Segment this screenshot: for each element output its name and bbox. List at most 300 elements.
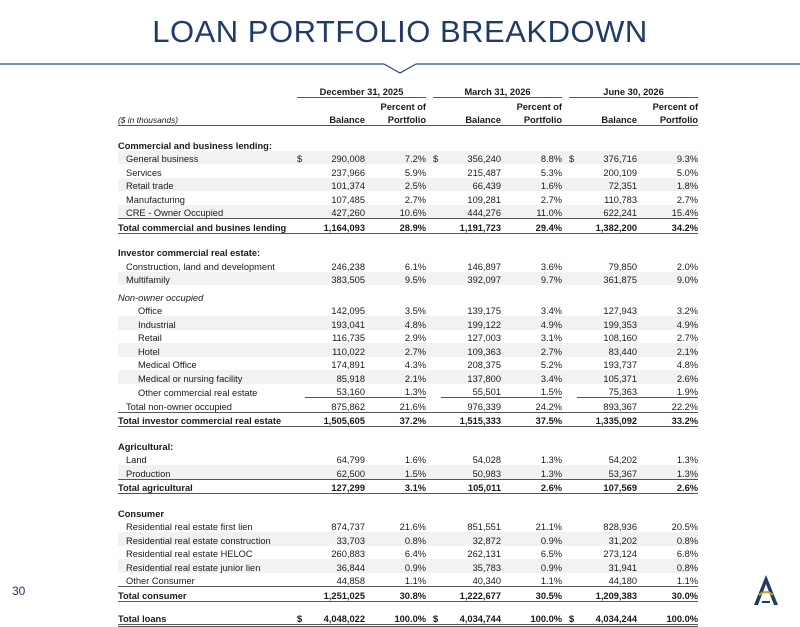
percent-value: 1.3%	[637, 465, 698, 479]
dollar-sign	[433, 412, 441, 427]
table-row	[118, 316, 698, 330]
cell-spacer	[290, 191, 297, 205]
balance-header: Balance	[441, 112, 501, 126]
row-filler	[290, 500, 698, 519]
dollar-sign	[569, 559, 577, 573]
balance-value: 174,891	[331, 360, 365, 370]
dollar-sign	[433, 532, 441, 546]
cell-spacer	[426, 465, 433, 479]
balance-value: 142,095	[331, 306, 365, 316]
percent-value: 1.5%	[501, 384, 562, 398]
percent-value: 37.5%	[501, 412, 562, 427]
table-row	[118, 519, 698, 533]
cell-spacer	[426, 151, 433, 165]
row-filler	[290, 433, 698, 452]
percent-value: 1.5%	[365, 465, 426, 479]
row-label: Office	[138, 306, 163, 316]
row-label: Residential real estate HELOC	[126, 549, 253, 559]
total-row	[118, 479, 698, 494]
row-label: Production	[118, 465, 290, 479]
balance-value: 273,124	[603, 549, 638, 559]
dollar-sign	[569, 452, 577, 466]
dollar-sign	[569, 303, 577, 317]
balance-value: 622,241	[577, 205, 637, 219]
cell-spacer	[290, 178, 297, 192]
dollar-sign	[433, 587, 441, 602]
percent-value: 6.8%	[676, 549, 699, 559]
balance-value: 31,941	[577, 559, 637, 573]
cell-spacer	[426, 479, 433, 494]
cell-spacer	[562, 219, 569, 234]
header-spacer	[441, 98, 501, 112]
table-row	[118, 178, 698, 192]
percent-value: 2.7%	[676, 194, 699, 205]
cell-spacer	[290, 151, 297, 165]
balance-value: 107,485	[331, 194, 365, 205]
balance-value: 116,735	[332, 333, 365, 343]
header-spacer	[433, 98, 441, 112]
cell-spacer	[290, 219, 297, 234]
percent-value: 8.8%	[501, 151, 562, 165]
row-label: Total consumer	[118, 587, 290, 602]
row-label: Construction, land and development	[126, 261, 275, 272]
percent-value: 6.4%	[404, 549, 427, 559]
percent-value: 3.1%	[540, 333, 563, 343]
balance-value: 237,966	[331, 167, 365, 178]
percent-value: 1.6%	[501, 178, 562, 192]
total-row	[118, 219, 698, 234]
dollar-sign	[569, 164, 577, 178]
total-row	[118, 587, 698, 602]
period-header: March 31, 2026	[433, 82, 562, 98]
percent-value: 1.1%	[365, 573, 426, 587]
table-row	[118, 370, 698, 384]
dollar-sign	[297, 532, 305, 546]
balance-value: 215,487	[467, 167, 502, 178]
dollar-sign	[569, 316, 577, 330]
dollar-sign	[297, 164, 305, 178]
percent-value: 1.3%	[365, 384, 426, 398]
percent-header: Percent of	[380, 101, 427, 112]
dollar-sign	[569, 587, 577, 602]
dollar-sign	[297, 258, 305, 272]
balance-value: 75,363	[577, 384, 637, 398]
cell-spacer	[426, 303, 433, 317]
table-row	[118, 452, 698, 466]
balance-value: 85,918	[305, 370, 365, 384]
cell-spacer	[562, 465, 569, 479]
percent-value: 0.8%	[637, 532, 698, 546]
row-label: Multifamily	[118, 272, 290, 286]
cell-spacer	[290, 573, 297, 587]
row-label: Residential real estate construction	[118, 532, 290, 546]
balance-value: 35,783	[441, 559, 501, 573]
percent-value: 100.0%	[637, 608, 698, 626]
dollar-sign	[297, 303, 305, 317]
percent-value: 2.5%	[365, 178, 426, 192]
cell-spacer	[562, 258, 569, 272]
balance-value: 262,131	[467, 549, 502, 559]
cell-spacer	[290, 479, 297, 494]
balance-value: 4,034,244	[577, 608, 637, 626]
balance-value: 4,048,022	[305, 608, 365, 626]
row-label: CRE - Owner Occupied	[118, 205, 290, 219]
table-row	[118, 465, 698, 479]
balance-value: 246,238	[331, 261, 365, 272]
percent-header: Portfolio	[501, 112, 562, 126]
dollar-sign	[297, 191, 305, 205]
dollar-sign	[297, 357, 305, 371]
cell-spacer	[426, 573, 433, 587]
percent-value: 2.7%	[365, 343, 426, 357]
percent-value: 9.0%	[637, 272, 698, 286]
dollar-sign	[433, 519, 441, 533]
cell-spacer	[562, 357, 569, 371]
balance-value: 54,202	[608, 455, 638, 465]
table-row	[118, 343, 698, 357]
dollar-sign	[297, 343, 305, 357]
balance-value: 376,716	[577, 151, 637, 165]
percent-value: 100.0%	[501, 608, 562, 626]
dollar-sign	[433, 258, 441, 272]
balance-value: 1,222,677	[441, 587, 501, 602]
column-header-row	[118, 98, 698, 112]
cell-spacer	[290, 546, 297, 560]
table-row	[118, 532, 698, 546]
dollar-sign: $	[433, 608, 441, 626]
cell-spacer	[426, 178, 433, 192]
cell-spacer	[562, 205, 569, 219]
dollar-sign	[433, 316, 441, 330]
balance-value: 208,375	[467, 360, 502, 370]
cell-spacer	[562, 272, 569, 286]
dollar-sign	[297, 587, 305, 602]
cell-spacer	[290, 316, 297, 330]
dollar-sign	[297, 370, 305, 384]
cell-spacer	[562, 343, 569, 357]
cell-spacer	[426, 343, 433, 357]
percent-value: 2.9%	[404, 333, 427, 343]
dollar-sign	[569, 519, 577, 533]
percent-value: 1.1%	[501, 573, 562, 587]
row-filler	[290, 240, 698, 259]
balance-value: 851,551	[467, 522, 502, 532]
balance-value: 32,872	[441, 532, 501, 546]
balance-value: 199,353	[577, 316, 637, 330]
cell-spacer	[426, 370, 433, 384]
dollar-sign	[433, 384, 441, 398]
dollar-sign	[297, 465, 305, 479]
balance-value: 356,240	[441, 151, 501, 165]
row-label: Other Consumer	[126, 576, 195, 586]
percent-value: 2.6%	[501, 479, 562, 494]
balance-value: 427,260	[305, 205, 365, 219]
cell-spacer	[562, 164, 569, 178]
percent-value: 4.9%	[501, 316, 562, 330]
cell-spacer	[290, 205, 297, 219]
dollar-sign	[433, 370, 441, 384]
cell-spacer	[562, 303, 569, 317]
percent-value: 5.0%	[676, 167, 699, 178]
balance-value: 107,569	[577, 479, 637, 494]
dollar-sign	[433, 272, 441, 286]
balance-value: 193,041	[305, 316, 365, 330]
percent-value: 0.9%	[501, 559, 562, 573]
table-row	[118, 559, 698, 573]
percent-value: 11.0%	[501, 205, 562, 219]
dollar-sign	[433, 205, 441, 219]
balance-value: 1,191,723	[441, 219, 501, 234]
percent-value: 0.8%	[365, 532, 426, 546]
row-label: Total non-owner occupied	[126, 401, 232, 412]
row-label: Other commercial real estate	[138, 387, 258, 398]
balance-value: 72,351	[577, 178, 637, 192]
cell-spacer	[426, 205, 433, 219]
balance-value: 146,897	[467, 261, 502, 272]
section-header-row	[118, 240, 698, 259]
balance-value: 127,003	[467, 333, 502, 343]
dollar-sign	[569, 191, 577, 205]
percent-value: 4.3%	[404, 360, 427, 370]
row-label: Medical Office	[138, 360, 197, 370]
balance-value: 64,799	[336, 455, 365, 465]
cell-spacer	[290, 370, 297, 384]
balance-value: 33,703	[305, 532, 365, 546]
dollar-sign	[433, 343, 441, 357]
percent-value: 1.3%	[501, 465, 562, 479]
dollar-sign	[433, 357, 441, 371]
dollar-sign	[569, 532, 577, 546]
percent-value: 5.9%	[404, 167, 427, 178]
percent-value: 30.0%	[637, 587, 698, 602]
header-spacer	[290, 112, 297, 126]
balance-value: 1,164,093	[305, 219, 365, 234]
balance-value: 54,028	[472, 455, 502, 465]
cell-spacer	[426, 164, 433, 178]
dollar-sign	[297, 573, 305, 587]
dollar-sign: $	[569, 608, 577, 626]
period-header-row	[118, 82, 698, 98]
balance-value: 1,335,092	[577, 412, 637, 427]
percent-value: 2.7%	[501, 343, 562, 357]
percent-value: 0.8%	[637, 559, 698, 573]
percent-value: 34.2%	[637, 219, 698, 234]
table-row	[118, 285, 698, 303]
period-header: June 30, 2026	[569, 82, 698, 98]
balance-value: 40,340	[441, 573, 501, 587]
percent-value: 100.0%	[365, 608, 426, 626]
percent-value: 24.2%	[535, 401, 563, 412]
cell-spacer	[290, 608, 297, 626]
percent-value: 3.6%	[540, 261, 563, 272]
dollar-sign	[297, 205, 305, 219]
table-row	[118, 164, 698, 178]
balance-value: 361,875	[577, 272, 637, 286]
percent-value: 6.5%	[540, 549, 563, 559]
cell-spacer	[290, 587, 297, 602]
dollar-sign	[569, 412, 577, 427]
dollar-sign	[433, 559, 441, 573]
cell-spacer	[290, 357, 297, 371]
units-note: ($ in thousands)	[118, 112, 290, 126]
loan-portfolio-table	[118, 82, 698, 627]
dollar-sign	[569, 465, 577, 479]
dollar-sign	[297, 398, 305, 413]
balance-value: 44,180	[577, 573, 637, 587]
dollar-sign	[297, 559, 305, 573]
header-spacer	[426, 112, 433, 126]
dollar-sign	[297, 479, 305, 494]
column-header-row	[118, 112, 698, 126]
cell-spacer	[562, 559, 569, 573]
header-spacer	[305, 98, 365, 112]
balance-value: 109,281	[467, 194, 502, 205]
balance-value: 193,737	[603, 360, 638, 370]
table-row	[118, 330, 698, 344]
percent-value: 2.7%	[676, 333, 699, 343]
table-row	[118, 205, 698, 219]
percent-value: 2.7%	[540, 194, 563, 205]
percent-value: 3.5%	[404, 306, 427, 316]
dollar-sign	[433, 303, 441, 317]
dollar-sign	[297, 452, 305, 466]
dollar-sign: $	[569, 151, 577, 165]
cell-spacer	[562, 191, 569, 205]
dollar-sign	[433, 452, 441, 466]
row-label: Medical or nursing facility	[118, 370, 290, 384]
balance-value: 893,367	[603, 401, 638, 412]
balance-value: 66,439	[441, 178, 501, 192]
header-spacer	[297, 112, 305, 126]
section-header-row	[118, 132, 698, 151]
percent-value: 10.6%	[365, 205, 426, 219]
table-row	[118, 258, 698, 272]
cell-spacer	[562, 587, 569, 602]
balance-value: 137,800	[441, 370, 501, 384]
cell-spacer	[562, 479, 569, 494]
row-label: Industrial	[118, 316, 290, 330]
dollar-sign	[569, 330, 577, 344]
cell-spacer	[562, 573, 569, 587]
balance-value: 127,299	[305, 479, 365, 494]
section-header-row	[118, 433, 698, 452]
dollar-sign	[569, 573, 577, 587]
header-spacer	[433, 112, 441, 126]
table-row	[118, 357, 698, 371]
dollar-sign	[433, 178, 441, 192]
percent-value: 20.5%	[671, 522, 699, 532]
section-header-row	[118, 500, 698, 519]
balance-value: 109,363	[441, 343, 501, 357]
percent-value: 5.2%	[540, 360, 563, 370]
balance-value: 44,858	[305, 573, 365, 587]
balance-value: 874,737	[331, 522, 365, 532]
balance-value: 36,844	[305, 559, 365, 573]
dollar-sign	[297, 384, 305, 398]
percent-header: Portfolio	[365, 112, 426, 126]
percent-value: 1.9%	[637, 384, 698, 398]
row-label: Total commercial and busines lending	[118, 219, 290, 234]
row-label: Non-owner occupied	[118, 292, 204, 303]
balance-header: Balance	[305, 112, 365, 126]
cell-spacer	[562, 370, 569, 384]
row-label: Residential real estate first lien	[126, 522, 253, 532]
balance-value: 55,501	[441, 384, 501, 398]
percent-value: 2.6%	[637, 479, 698, 494]
cell-spacer	[562, 398, 569, 413]
percent-value: 1.6%	[404, 455, 427, 465]
balance-value: 79,850	[608, 261, 638, 272]
balance-value: 199,122	[441, 316, 501, 330]
row-label: Commercial and business lending:	[118, 140, 272, 151]
cell-spacer	[290, 330, 297, 344]
row-label: Total loans	[118, 608, 290, 626]
cell-spacer	[562, 452, 569, 466]
balance-value: 828,936	[603, 522, 638, 532]
row-label: Land	[126, 455, 147, 465]
dollar-sign	[433, 479, 441, 494]
percent-value: 21.1%	[535, 522, 563, 532]
cell-spacer	[562, 151, 569, 165]
page-title: LOAN PORTFOLIO BREAKDOWN	[152, 14, 648, 49]
balance-value: 53,367	[577, 465, 637, 479]
percent-value: 4.9%	[637, 316, 698, 330]
cell-spacer	[426, 384, 433, 398]
cell-spacer	[426, 412, 433, 427]
percent-value: 0.9%	[365, 559, 426, 573]
dollar-sign	[297, 519, 305, 533]
dollar-sign: $	[297, 151, 305, 165]
percent-value: 30.8%	[365, 587, 426, 602]
row-label: Manufacturing	[126, 194, 185, 205]
dollar-sign	[569, 178, 577, 192]
percent-value: 3.2%	[676, 306, 699, 316]
cell-spacer	[426, 272, 433, 286]
percent-header: Portfolio	[637, 112, 698, 126]
table-row	[118, 546, 698, 560]
header-spacer	[118, 82, 290, 98]
dollar-sign: $	[297, 608, 305, 626]
dollar-sign	[569, 384, 577, 398]
cell-spacer	[562, 412, 569, 427]
dollar-sign	[569, 370, 577, 384]
balance-value: 1,382,200	[577, 219, 637, 234]
dollar-sign	[433, 398, 441, 413]
header-spacer	[562, 82, 569, 98]
percent-value: 2.1%	[365, 370, 426, 384]
row-label: Residential real estate junior lien	[118, 559, 290, 573]
balance-value: 50,983	[441, 465, 501, 479]
percent-value: 37.2%	[365, 412, 426, 427]
percent-value: 4.8%	[365, 316, 426, 330]
percent-value: 3.1%	[365, 479, 426, 494]
percent-value: 6.1%	[404, 261, 427, 272]
dollar-sign	[569, 546, 577, 560]
balance-value: 444,276	[441, 205, 501, 219]
cell-spacer	[290, 519, 297, 533]
percent-header: Percent of	[652, 101, 699, 112]
cell-spacer	[290, 258, 297, 272]
balance-value: 53,160	[305, 384, 365, 398]
row-label: Consumer	[118, 508, 164, 519]
balance-value: 875,862	[331, 401, 365, 412]
row-label: Hotel	[118, 343, 290, 357]
cell-spacer	[562, 330, 569, 344]
header-spacer	[426, 98, 433, 112]
balance-value: 108,160	[603, 333, 638, 343]
row-label: Total investor commercial real estate	[118, 412, 290, 427]
cell-spacer	[290, 559, 297, 573]
